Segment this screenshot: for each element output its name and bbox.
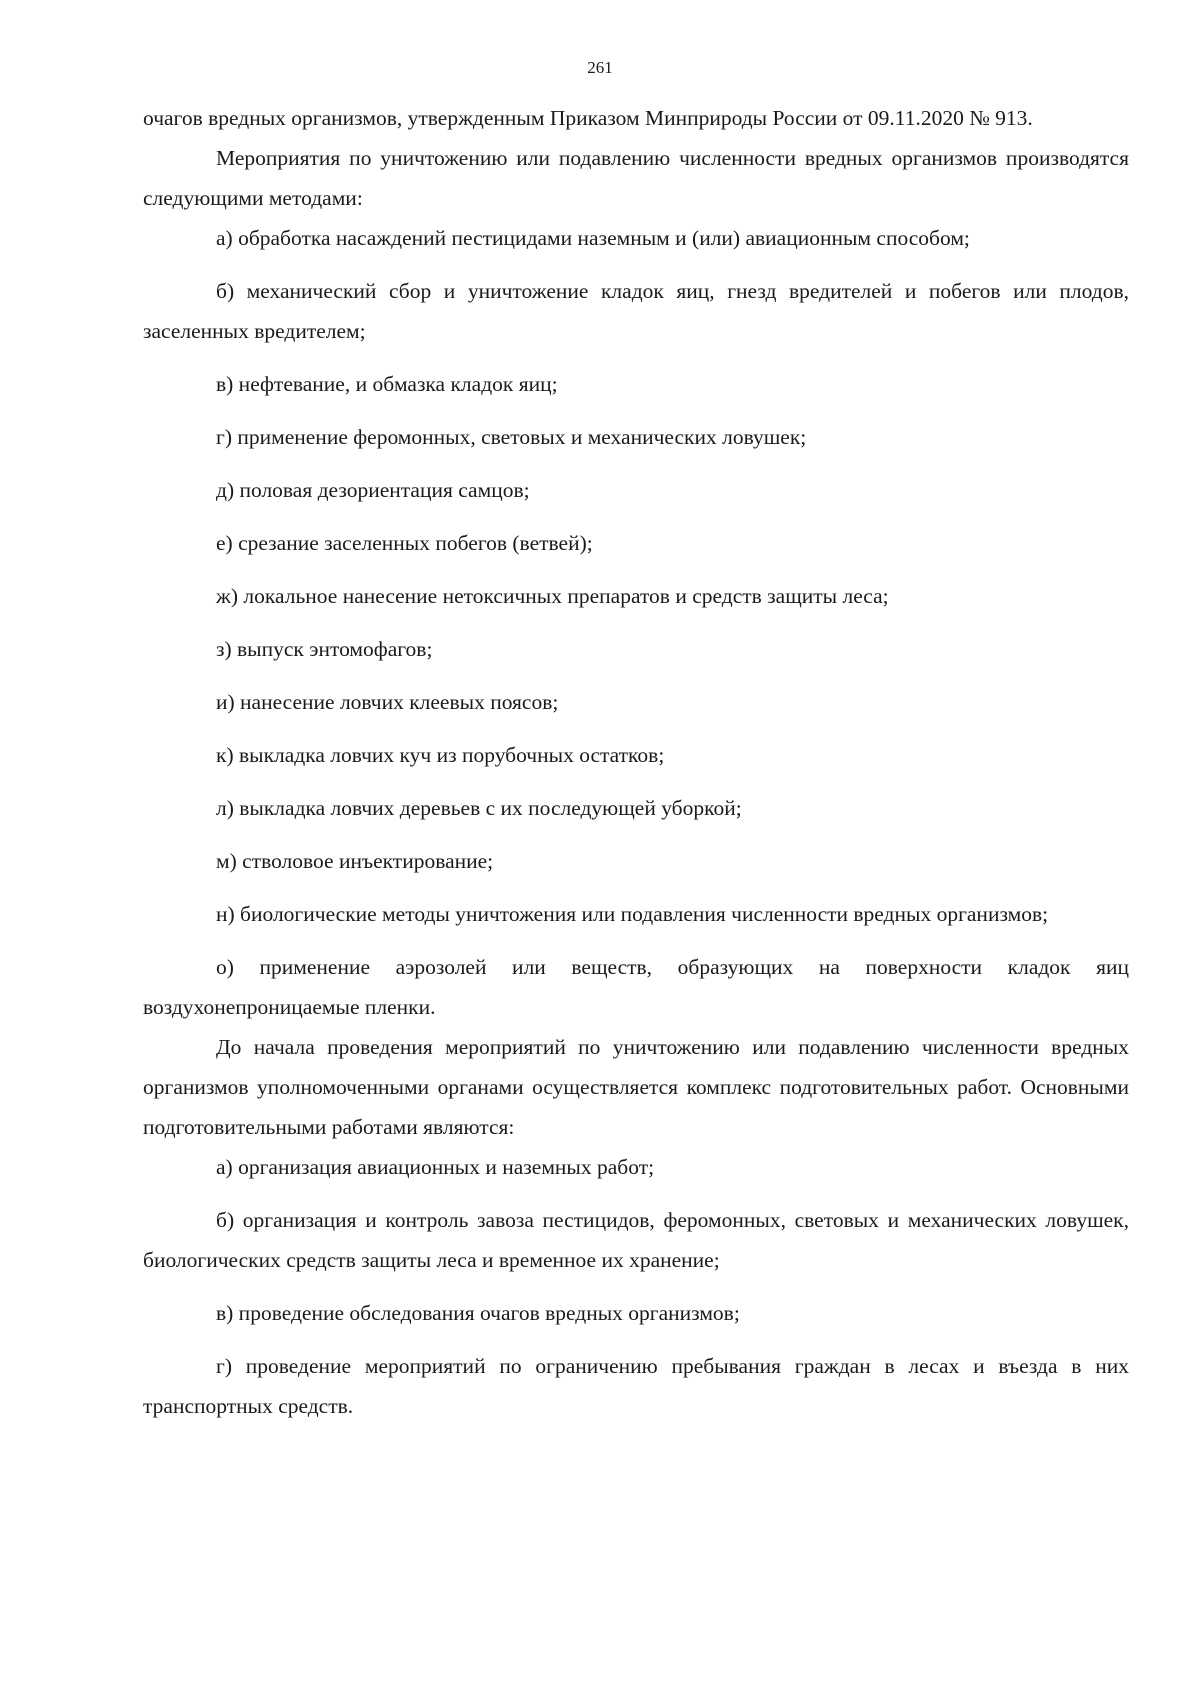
paragraph: а) организация авиационных и наземных работ; [216,1155,655,1179]
paragraph: к) выкладка ловчих куч из порубочных остатков; [216,743,665,767]
paragraph: г) проведение мероприятий по ограничению пребывания граждан в лесах и въезда в них транспортных средств. [143,1354,1129,1418]
paragraph: в) проведение обследования очагов вредных организмов; [216,1301,740,1325]
paragraph: б) организация и контроль завоза пестицидов, феромонных, световых и механических ловушек, биологических средств защиты леса и временное их хранение; [143,1208,1129,1272]
document-body [143,98,1129,1426]
paragraph: в) нефтевание, и обмазка кладок яиц; [216,372,558,396]
paragraph: ж) локальное нанесение нетоксичных препаратов и средств защиты леса; [216,584,889,608]
paragraph: а) обработка насаждений пестицидами наземным и (или) авиационным способом; [216,226,970,250]
page-number: 261 [587,58,613,77]
paragraph: о) применение аэрозолей или веществ, образующих на поверхности кладок яиц воздухонепроницаемые пленки. [143,955,1129,1019]
paragraph: з) выпуск энтомофагов; [216,637,433,661]
paragraph: г) применение феромонных, световых и механических ловушек; [216,425,807,449]
paragraph: н) биологические методы уничтожения или подавления численности вредных организмов; [216,902,1049,926]
paragraph: Мероприятия по уничтожению или подавлению численности вредных организмов производятся следующими методами: [143,146,1129,210]
paragraph: и) нанесение ловчих клеевых поясов; [216,690,559,714]
paragraph: д) половая дезориентация самцов; [216,478,530,502]
paragraph: очагов вредных организмов, утвержденным Приказом Минприроды России от 09.11.2020 № 913. [143,106,1033,130]
paragraph: м) стволовое инъектирование; [216,849,494,873]
paragraph: л) выкладка ловчих деревьев с их последующей уборкой; [216,796,742,820]
paragraph: б) механический сбор и уничтожение кладок яиц, гнезд вредителей и побегов или плодов, заселенных вредителем; [143,279,1129,343]
paragraph: е) срезание заселенных побегов (ветвей); [216,531,593,555]
paragraph: До начала проведения мероприятий по уничтожению или подавлению численности вредных организмов уполномоченными органами осуществляется комплекс подготовительных работ. Основными подготовительными работами являются: [143,1035,1129,1139]
